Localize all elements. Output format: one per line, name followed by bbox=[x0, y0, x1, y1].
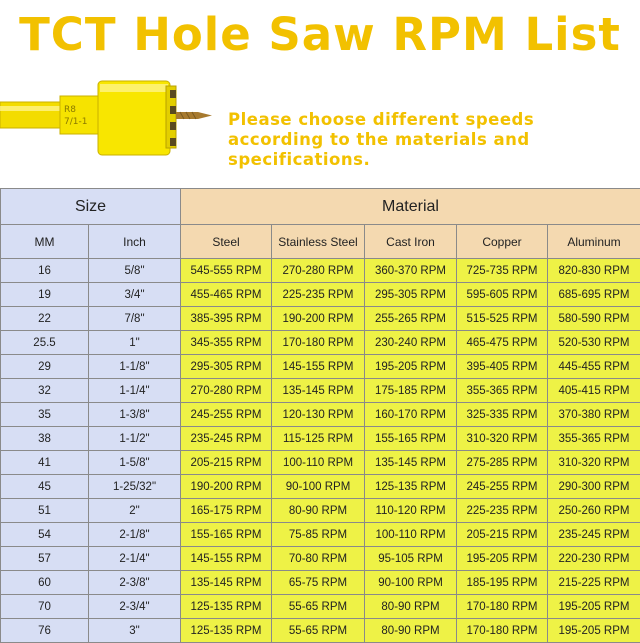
cell-aluminum: 355-365 RPM bbox=[548, 427, 640, 451]
column-header-inch: Inch bbox=[89, 225, 181, 259]
cell-steel: 385-395 RPM bbox=[181, 307, 272, 331]
cell-copper: 725-735 RPM bbox=[457, 259, 548, 283]
cell-inch: 3/4" bbox=[89, 283, 181, 307]
cell-aluminum: 370-380 RPM bbox=[548, 403, 640, 427]
svg-text:7/1-1: 7/1-1 bbox=[64, 117, 87, 127]
cell-stainless-steel: 100-110 RPM bbox=[272, 451, 365, 475]
speed-note: Please choose different speeds according to the materials and specifications. bbox=[228, 110, 633, 170]
cell-inch: 1-1/2" bbox=[89, 427, 181, 451]
cell-steel: 455-465 RPM bbox=[181, 283, 272, 307]
cell-stainless-steel: 120-130 RPM bbox=[272, 403, 365, 427]
cell-inch: 1-3/8" bbox=[89, 403, 181, 427]
cell-cast-iron: 95-105 RPM bbox=[365, 547, 457, 571]
cell-stainless-steel: 80-90 RPM bbox=[272, 499, 365, 523]
cell-stainless-steel: 90-100 RPM bbox=[272, 475, 365, 499]
cell-copper: 310-320 RPM bbox=[457, 427, 548, 451]
column-header-steel: Steel bbox=[181, 225, 272, 259]
cell-mm: 29 bbox=[1, 355, 89, 379]
cell-copper: 170-180 RPM bbox=[457, 595, 548, 619]
cell-inch: 1-5/8" bbox=[89, 451, 181, 475]
table-row bbox=[1, 331, 640, 355]
cell-inch: 3" bbox=[89, 619, 181, 643]
cell-aluminum: 290-300 RPM bbox=[548, 475, 640, 499]
cell-steel: 135-145 RPM bbox=[181, 571, 272, 595]
cell-copper: 515-525 RPM bbox=[457, 307, 548, 331]
cell-copper: 465-475 RPM bbox=[457, 331, 548, 355]
cell-cast-iron: 110-120 RPM bbox=[365, 499, 457, 523]
table-row bbox=[1, 451, 640, 475]
cell-stainless-steel: 190-200 RPM bbox=[272, 307, 365, 331]
cell-cast-iron: 135-145 RPM bbox=[365, 451, 457, 475]
cell-cast-iron: 125-135 RPM bbox=[365, 475, 457, 499]
cell-mm: 25.5 bbox=[1, 331, 89, 355]
cell-inch: 2" bbox=[89, 499, 181, 523]
cell-mm: 51 bbox=[1, 499, 89, 523]
cell-inch: 1-25/32" bbox=[89, 475, 181, 499]
cell-cast-iron: 295-305 RPM bbox=[365, 283, 457, 307]
cell-stainless-steel: 115-125 RPM bbox=[272, 427, 365, 451]
cell-aluminum: 215-225 RPM bbox=[548, 571, 640, 595]
cell-mm: 60 bbox=[1, 571, 89, 595]
cell-cast-iron: 230-240 RPM bbox=[365, 331, 457, 355]
cell-mm: 41 bbox=[1, 451, 89, 475]
cell-inch: 2-1/4" bbox=[89, 547, 181, 571]
cell-copper: 225-235 RPM bbox=[457, 499, 548, 523]
page-title: TCT Hole Saw RPM List bbox=[0, 8, 640, 61]
table-row bbox=[1, 523, 640, 547]
cell-copper: 395-405 RPM bbox=[457, 355, 548, 379]
cell-cast-iron: 360-370 RPM bbox=[365, 259, 457, 283]
cell-stainless-steel: 55-65 RPM bbox=[272, 595, 365, 619]
cell-mm: 35 bbox=[1, 403, 89, 427]
column-header-aluminum: Aluminum bbox=[548, 225, 640, 259]
cell-copper: 195-205 RPM bbox=[457, 547, 548, 571]
cell-inch: 1-1/4" bbox=[89, 379, 181, 403]
cell-copper: 245-255 RPM bbox=[457, 475, 548, 499]
size-group-header: Size bbox=[1, 189, 181, 225]
cell-steel: 125-135 RPM bbox=[181, 595, 272, 619]
cell-mm: 19 bbox=[1, 283, 89, 307]
cell-mm: 76 bbox=[1, 619, 89, 643]
table-row bbox=[1, 355, 640, 379]
cell-steel: 155-165 RPM bbox=[181, 523, 272, 547]
column-header-mm: MM bbox=[1, 225, 89, 259]
cell-copper: 170-180 RPM bbox=[457, 619, 548, 643]
table-row bbox=[1, 307, 640, 331]
rpm-table bbox=[0, 188, 640, 643]
cell-stainless-steel: 225-235 RPM bbox=[272, 283, 365, 307]
cell-stainless-steel: 75-85 RPM bbox=[272, 523, 365, 547]
cell-aluminum: 820-830 RPM bbox=[548, 259, 640, 283]
cell-copper: 325-335 RPM bbox=[457, 403, 548, 427]
cell-steel: 345-355 RPM bbox=[181, 331, 272, 355]
cell-steel: 190-200 RPM bbox=[181, 475, 272, 499]
cell-inch: 2-3/4" bbox=[89, 595, 181, 619]
cell-mm: 16 bbox=[1, 259, 89, 283]
cell-aluminum: 520-530 RPM bbox=[548, 331, 640, 355]
cell-aluminum: 445-455 RPM bbox=[548, 355, 640, 379]
cell-copper: 185-195 RPM bbox=[457, 571, 548, 595]
cell-cast-iron: 155-165 RPM bbox=[365, 427, 457, 451]
cell-mm: 70 bbox=[1, 595, 89, 619]
cell-cast-iron: 175-185 RPM bbox=[365, 379, 457, 403]
cell-stainless-steel: 135-145 RPM bbox=[272, 379, 365, 403]
cell-mm: 38 bbox=[1, 427, 89, 451]
cell-aluminum: 250-260 RPM bbox=[548, 499, 640, 523]
cell-stainless-steel: 170-180 RPM bbox=[272, 331, 365, 355]
cell-mm: 57 bbox=[1, 547, 89, 571]
cell-inch: 1" bbox=[89, 331, 181, 355]
cell-aluminum: 195-205 RPM bbox=[548, 595, 640, 619]
cell-steel: 125-135 RPM bbox=[181, 619, 272, 643]
table-row bbox=[1, 259, 640, 283]
cell-steel: 270-280 RPM bbox=[181, 379, 272, 403]
cell-mm: 32 bbox=[1, 379, 89, 403]
material-group-header: Material bbox=[181, 189, 640, 225]
cell-copper: 595-605 RPM bbox=[457, 283, 548, 307]
cell-inch: 2-1/8" bbox=[89, 523, 181, 547]
table-row bbox=[1, 595, 640, 619]
cell-copper: 275-285 RPM bbox=[457, 451, 548, 475]
cell-aluminum: 580-590 RPM bbox=[548, 307, 640, 331]
cell-stainless-steel: 145-155 RPM bbox=[272, 355, 365, 379]
hole-saw-icon bbox=[0, 76, 215, 176]
cell-aluminum: 685-695 RPM bbox=[548, 283, 640, 307]
cell-inch: 1-1/8" bbox=[89, 355, 181, 379]
column-header-copper: Copper bbox=[457, 225, 548, 259]
table-row bbox=[1, 427, 640, 451]
cell-inch: 2-3/8" bbox=[89, 571, 181, 595]
cell-aluminum: 195-205 RPM bbox=[548, 619, 640, 643]
table-row bbox=[1, 475, 640, 499]
svg-text:R8: R8 bbox=[64, 105, 76, 115]
cell-aluminum: 220-230 RPM bbox=[548, 547, 640, 571]
cell-stainless-steel: 65-75 RPM bbox=[272, 571, 365, 595]
cell-steel: 295-305 RPM bbox=[181, 355, 272, 379]
table-row bbox=[1, 283, 640, 307]
column-header-cast-iron: Cast Iron bbox=[365, 225, 457, 259]
cell-steel: 145-155 RPM bbox=[181, 547, 272, 571]
cell-inch: 5/8" bbox=[89, 259, 181, 283]
cell-stainless-steel: 70-80 RPM bbox=[272, 547, 365, 571]
cell-cast-iron: 255-265 RPM bbox=[365, 307, 457, 331]
cell-cast-iron: 160-170 RPM bbox=[365, 403, 457, 427]
cell-steel: 235-245 RPM bbox=[181, 427, 272, 451]
column-header-stainless-steel: Stainless Steel bbox=[272, 225, 365, 259]
cell-aluminum: 405-415 RPM bbox=[548, 379, 640, 403]
cell-cast-iron: 195-205 RPM bbox=[365, 355, 457, 379]
cell-aluminum: 310-320 RPM bbox=[548, 451, 640, 475]
cell-inch: 7/8" bbox=[89, 307, 181, 331]
table-row bbox=[1, 403, 640, 427]
cell-aluminum: 235-245 RPM bbox=[548, 523, 640, 547]
cell-steel: 545-555 RPM bbox=[181, 259, 272, 283]
cell-cast-iron: 100-110 RPM bbox=[365, 523, 457, 547]
table-row bbox=[1, 379, 640, 403]
table-row bbox=[1, 499, 640, 523]
cell-cast-iron: 90-100 RPM bbox=[365, 571, 457, 595]
cell-copper: 205-215 RPM bbox=[457, 523, 548, 547]
table-row bbox=[1, 619, 640, 643]
cell-steel: 245-255 RPM bbox=[181, 403, 272, 427]
cell-cast-iron: 80-90 RPM bbox=[365, 619, 457, 643]
table-row bbox=[1, 547, 640, 571]
cell-steel: 205-215 RPM bbox=[181, 451, 272, 475]
cell-mm: 45 bbox=[1, 475, 89, 499]
cell-mm: 54 bbox=[1, 523, 89, 547]
cell-steel: 165-175 RPM bbox=[181, 499, 272, 523]
cell-stainless-steel: 55-65 RPM bbox=[272, 619, 365, 643]
cell-stainless-steel: 270-280 RPM bbox=[272, 259, 365, 283]
cell-copper: 355-365 RPM bbox=[457, 379, 548, 403]
cell-mm: 22 bbox=[1, 307, 89, 331]
table-row bbox=[1, 571, 640, 595]
cell-cast-iron: 80-90 RPM bbox=[365, 595, 457, 619]
